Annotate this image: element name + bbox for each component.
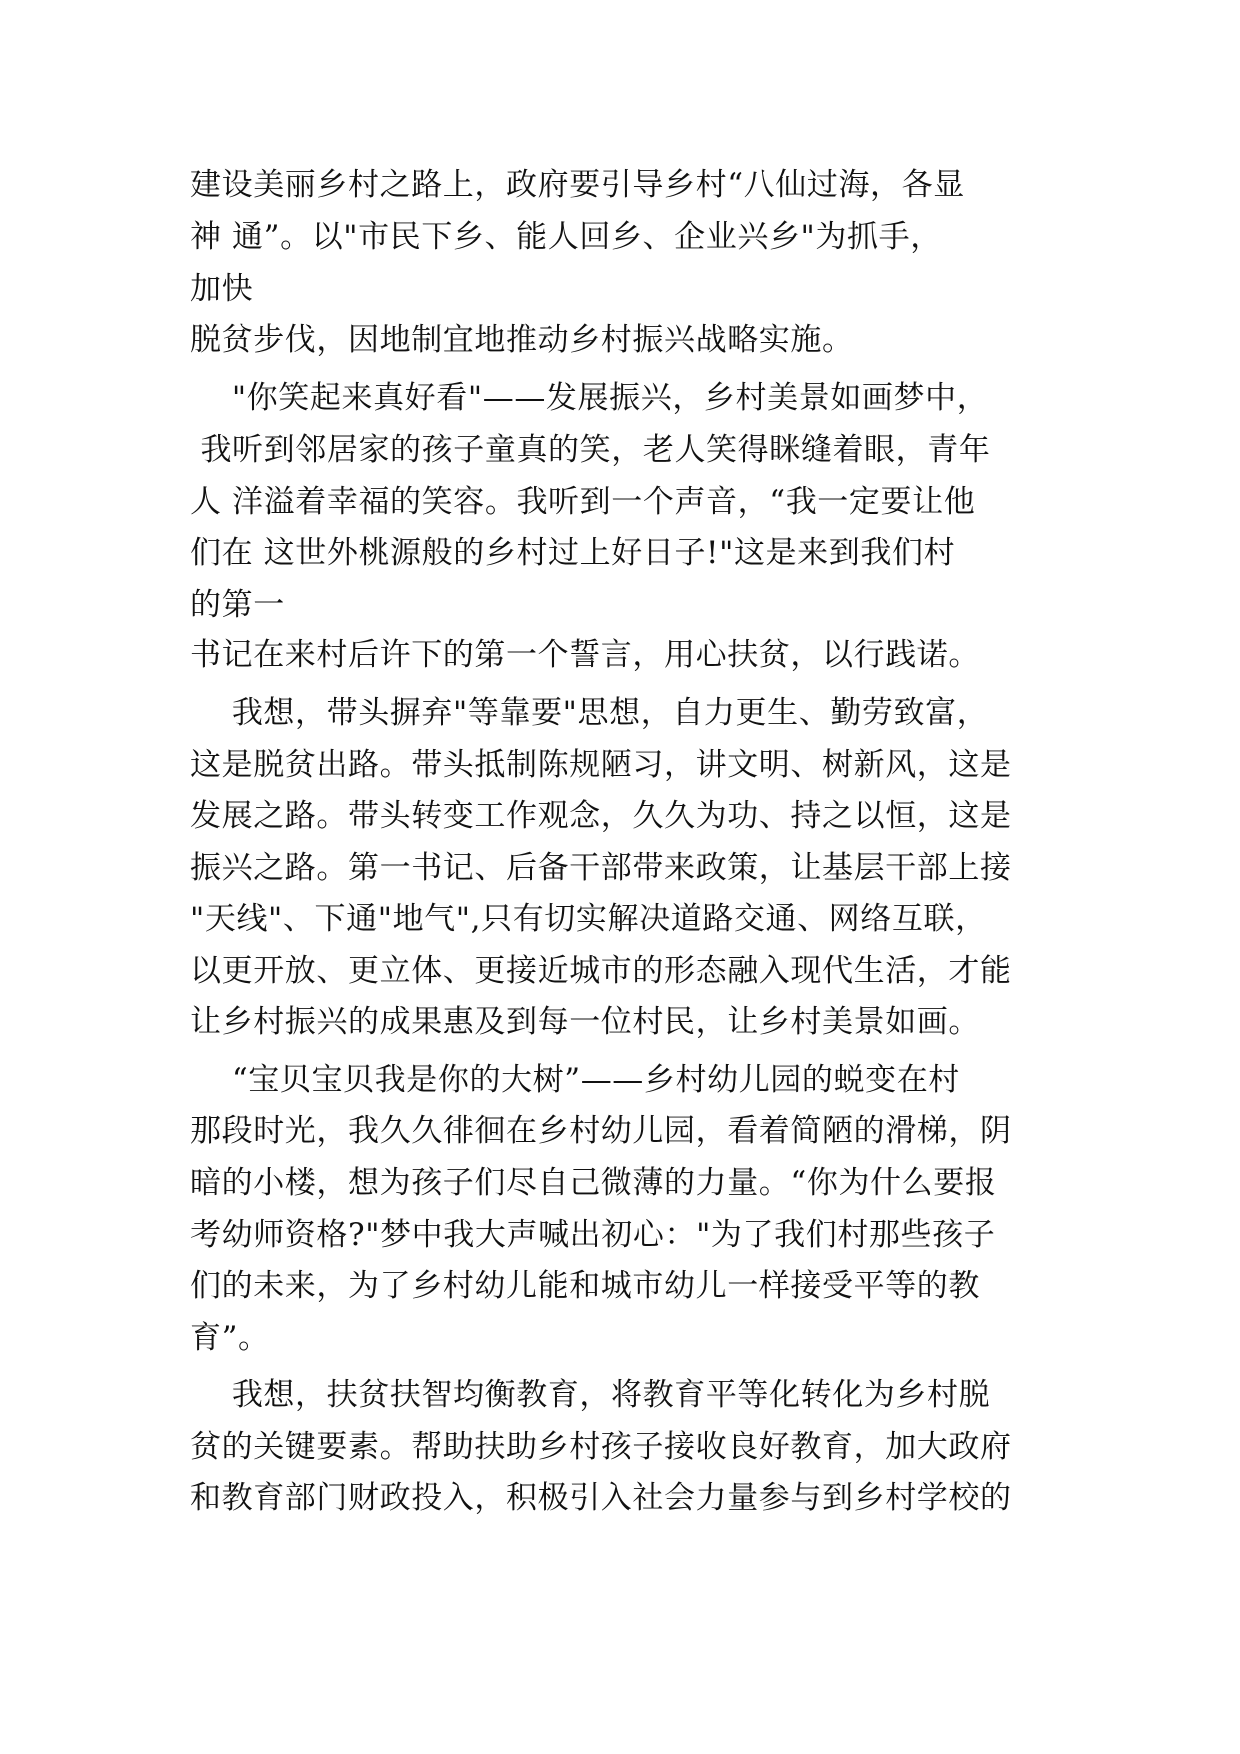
text-line: 暗的小楼，想为孩子们尽自己微薄的力量。“你为什么要报: [190, 1165, 997, 1201]
text-line: 们在 这世外桃源般的乡村过上好日子!"这是来到我们村: [190, 535, 956, 571]
text-line: 的第一: [190, 587, 285, 623]
text-line: 脱贫步伐，因地制宜地推动乡村振兴战略实施。: [190, 322, 854, 358]
text-line: 我想，带头摒弃"等靠要"思想，自力更生、勤劳致富，: [190, 695, 989, 731]
text-line: 育”。: [190, 1320, 270, 1356]
text-line: "天线"、下通"地气",只有切实解决道路交通、网络互联，: [190, 901, 987, 937]
text-line: "你笑起来真好看"——发展振兴，乡村美景如画梦中，: [190, 380, 989, 416]
text-line: 我听到邻居家的孩子童真的笑，老人笑得眯缝着眼，青年: [190, 432, 991, 468]
text-line: 书记在来村后许下的第一个誓言，用心扶贫，以行践诺。: [190, 637, 980, 673]
text-line: 我想，扶贫扶智均衡教育，将教育平等化转化为乡村脱: [190, 1377, 991, 1413]
text-line: “宝贝宝贝我是你的大树”——乡村幼儿园的蜕变在村: [190, 1062, 960, 1098]
text-line: 发展之路。带头转变工作观念，久久为功、持之以恒，这是: [190, 798, 1012, 834]
text-line: 以更开放、更立体、更接近城市的形态融入现代生活，才能: [190, 953, 1012, 989]
text-line: 这是脱贫出路。带头抵制陈规陋习，讲文明、树新风，这是: [190, 747, 1012, 783]
text-line: 建设美丽乡村之路上，政府要引导乡村“八仙过海，各显: [190, 167, 965, 203]
text-line: 们的未来，为了乡村幼儿能和城市幼儿一样接受平等的教: [190, 1268, 980, 1304]
text-line: 贫的关键要素。帮助扶助乡村孩子接收良好教育，加大政府: [190, 1429, 1012, 1465]
text-line: 神 通”。以"市民下乡、能人回乡、企业兴乡"为抓手，: [190, 219, 942, 255]
text-line: 加快: [190, 271, 254, 307]
text-line: 考幼师资格?"梦中我大声喊出初心："为了我们村那些孩子: [190, 1217, 996, 1253]
text-line: 让乡村振兴的成果惠及到每一位村民，让乡村美景如画。: [190, 1004, 980, 1040]
text-line: 振兴之路。第一书记、后备干部带来政策，让基层干部上接: [190, 850, 1012, 886]
text-line: 和教育部门财政投入，积极引入社会力量参与到乡村学校的: [190, 1480, 1012, 1516]
text-line: 那段时光，我久久徘徊在乡村幼儿园，看着简陋的滑梯，阴: [190, 1113, 1012, 1149]
text-line: 人 洋溢着幸福的笑容。我听到一个声音，“我一定要让他: [190, 484, 976, 520]
